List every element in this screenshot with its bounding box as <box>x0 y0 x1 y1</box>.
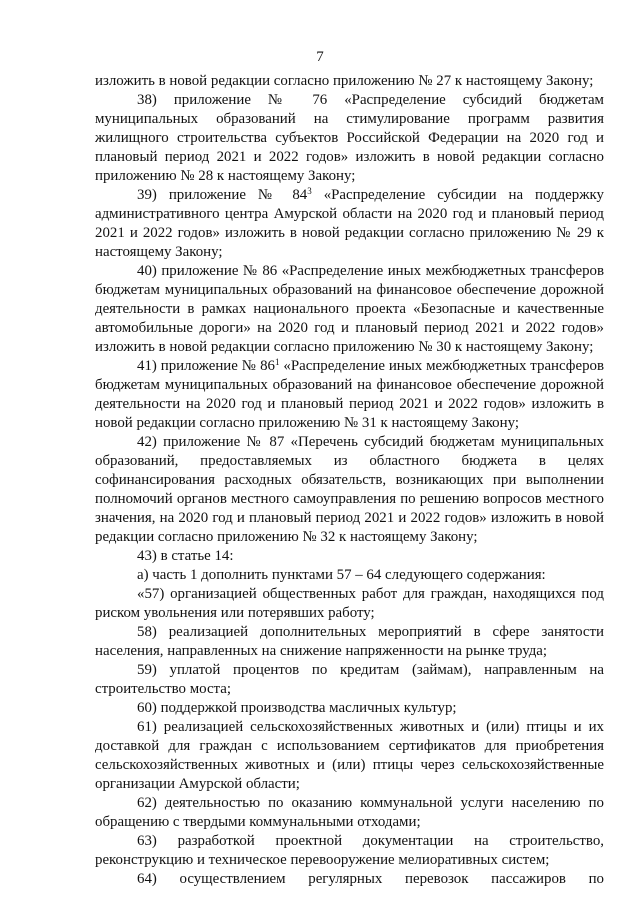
paragraph-item-41-rest: «Распределение иных межбюджетных трансферов бюджетам муниципальных образований на финансовое обеспечение дорожной деятельности на 2020 год и плановый период 2021 и 2022 годов» изложить в новой редакции согласно приложению № 31 к настоящему Закону; <box>95 358 604 431</box>
paragraph-item-59: 59) уплатой процентов по кредитам (займам), направленным на строительство моста; <box>95 662 604 697</box>
paragraph-continuation: изложить в новой редакции согласно приложению № 27 к настоящему Закону; <box>95 73 594 89</box>
paragraph-item-39 <box>95 186 604 262</box>
paragraph-item-39-start: 39) приложение № 84 <box>137 187 308 203</box>
paragraph-item-41 <box>95 357 604 433</box>
paragraph-item-58: 58) реализацией дополнительных мероприятий в сфере занятости населения, направленных на снижение напряженности на рынке труда; <box>95 624 604 659</box>
paragraph-item-42: 42) приложение № 87 «Перечень субсидий бюджетам муниципальных образований, предоставляемых из областного бюджета в целях софинансирования расходных обязательств, возникающих при выполнении полномочий органов местного самоуправления по решению вопросов местного значения, на 2020 год и плановый период 2021 и 2022 годов» изложить в новой редакции согласно приложению № 32 к настоящему Закону; <box>95 434 604 545</box>
paragraph-item-62: 62) деятельностью по оказанию коммунальной услуги населению по обращению с твердыми коммунальными отходами; <box>95 795 604 830</box>
paragraph-item-43: 43) в статье 14: <box>137 548 234 564</box>
paragraph-item-38: 38) приложение № 76 «Распределение субсидий бюджетам муниципальных образований на стимулирование программ развития жилищного строительства субъектов Российской Федерации на 2020 год и плановый период 2021 и 2022 годов» изложить в новой редакции согласно приложению № 28 к настоящему Закону; <box>95 92 604 184</box>
page-number: 7 <box>316 49 324 65</box>
paragraph-item-41-start: 41) приложение № 86 <box>137 358 275 374</box>
paragraph-item-40: 40) приложение № 86 «Распределение иных межбюджетных трансферов бюджетам муниципальных образований на финансовое обеспечение дорожной деятельности в рамках национального проекта «Безопасные и качественные автомобильные дороги» на 2020 год и плановый период 2021 и 2022 годов» изложить в новой редакции согласно приложению № 30 к настоящему Закону; <box>95 263 604 355</box>
superscript-1: 1 <box>274 357 280 367</box>
paragraph-item-61: 61) реализацией сельскохозяйственных животных и (или) птицы и их доставкой для граждан с использованием сертификатов для приобретения сельскохозяйственных животных и (или) птицы через сельскохозяйственные организации Амурской области; <box>95 719 604 792</box>
paragraph-item-63: 63) разработкой проектной документации на строительство, реконструкцию и техническое перевооружение мелиоративных систем; <box>95 833 604 868</box>
paragraph-item-57: «57) организацией общественных работ для граждан, находящихся под риском увольнения или потерявших работу; <box>95 586 604 621</box>
paragraph-item-64: 64) осуществлением регулярных перевозок пассажиров по <box>137 871 604 887</box>
paragraph-item-60: 60) поддержкой производства масличных культур; <box>137 700 457 716</box>
paragraph-item-39-rest: «Распределение субсидии на поддержку административного центра Амурской области на 2020 год и плановый период 2021 и 2022 годов» изложить в новой редакции согласно приложению № 29 к настоящему Закону; <box>95 187 604 260</box>
superscript-3: 3 <box>307 186 312 196</box>
paragraph-item-a: а) часть 1 дополнить пунктами 57 – 64 следующего содержания: <box>137 567 546 583</box>
document-body <box>95 72 604 889</box>
